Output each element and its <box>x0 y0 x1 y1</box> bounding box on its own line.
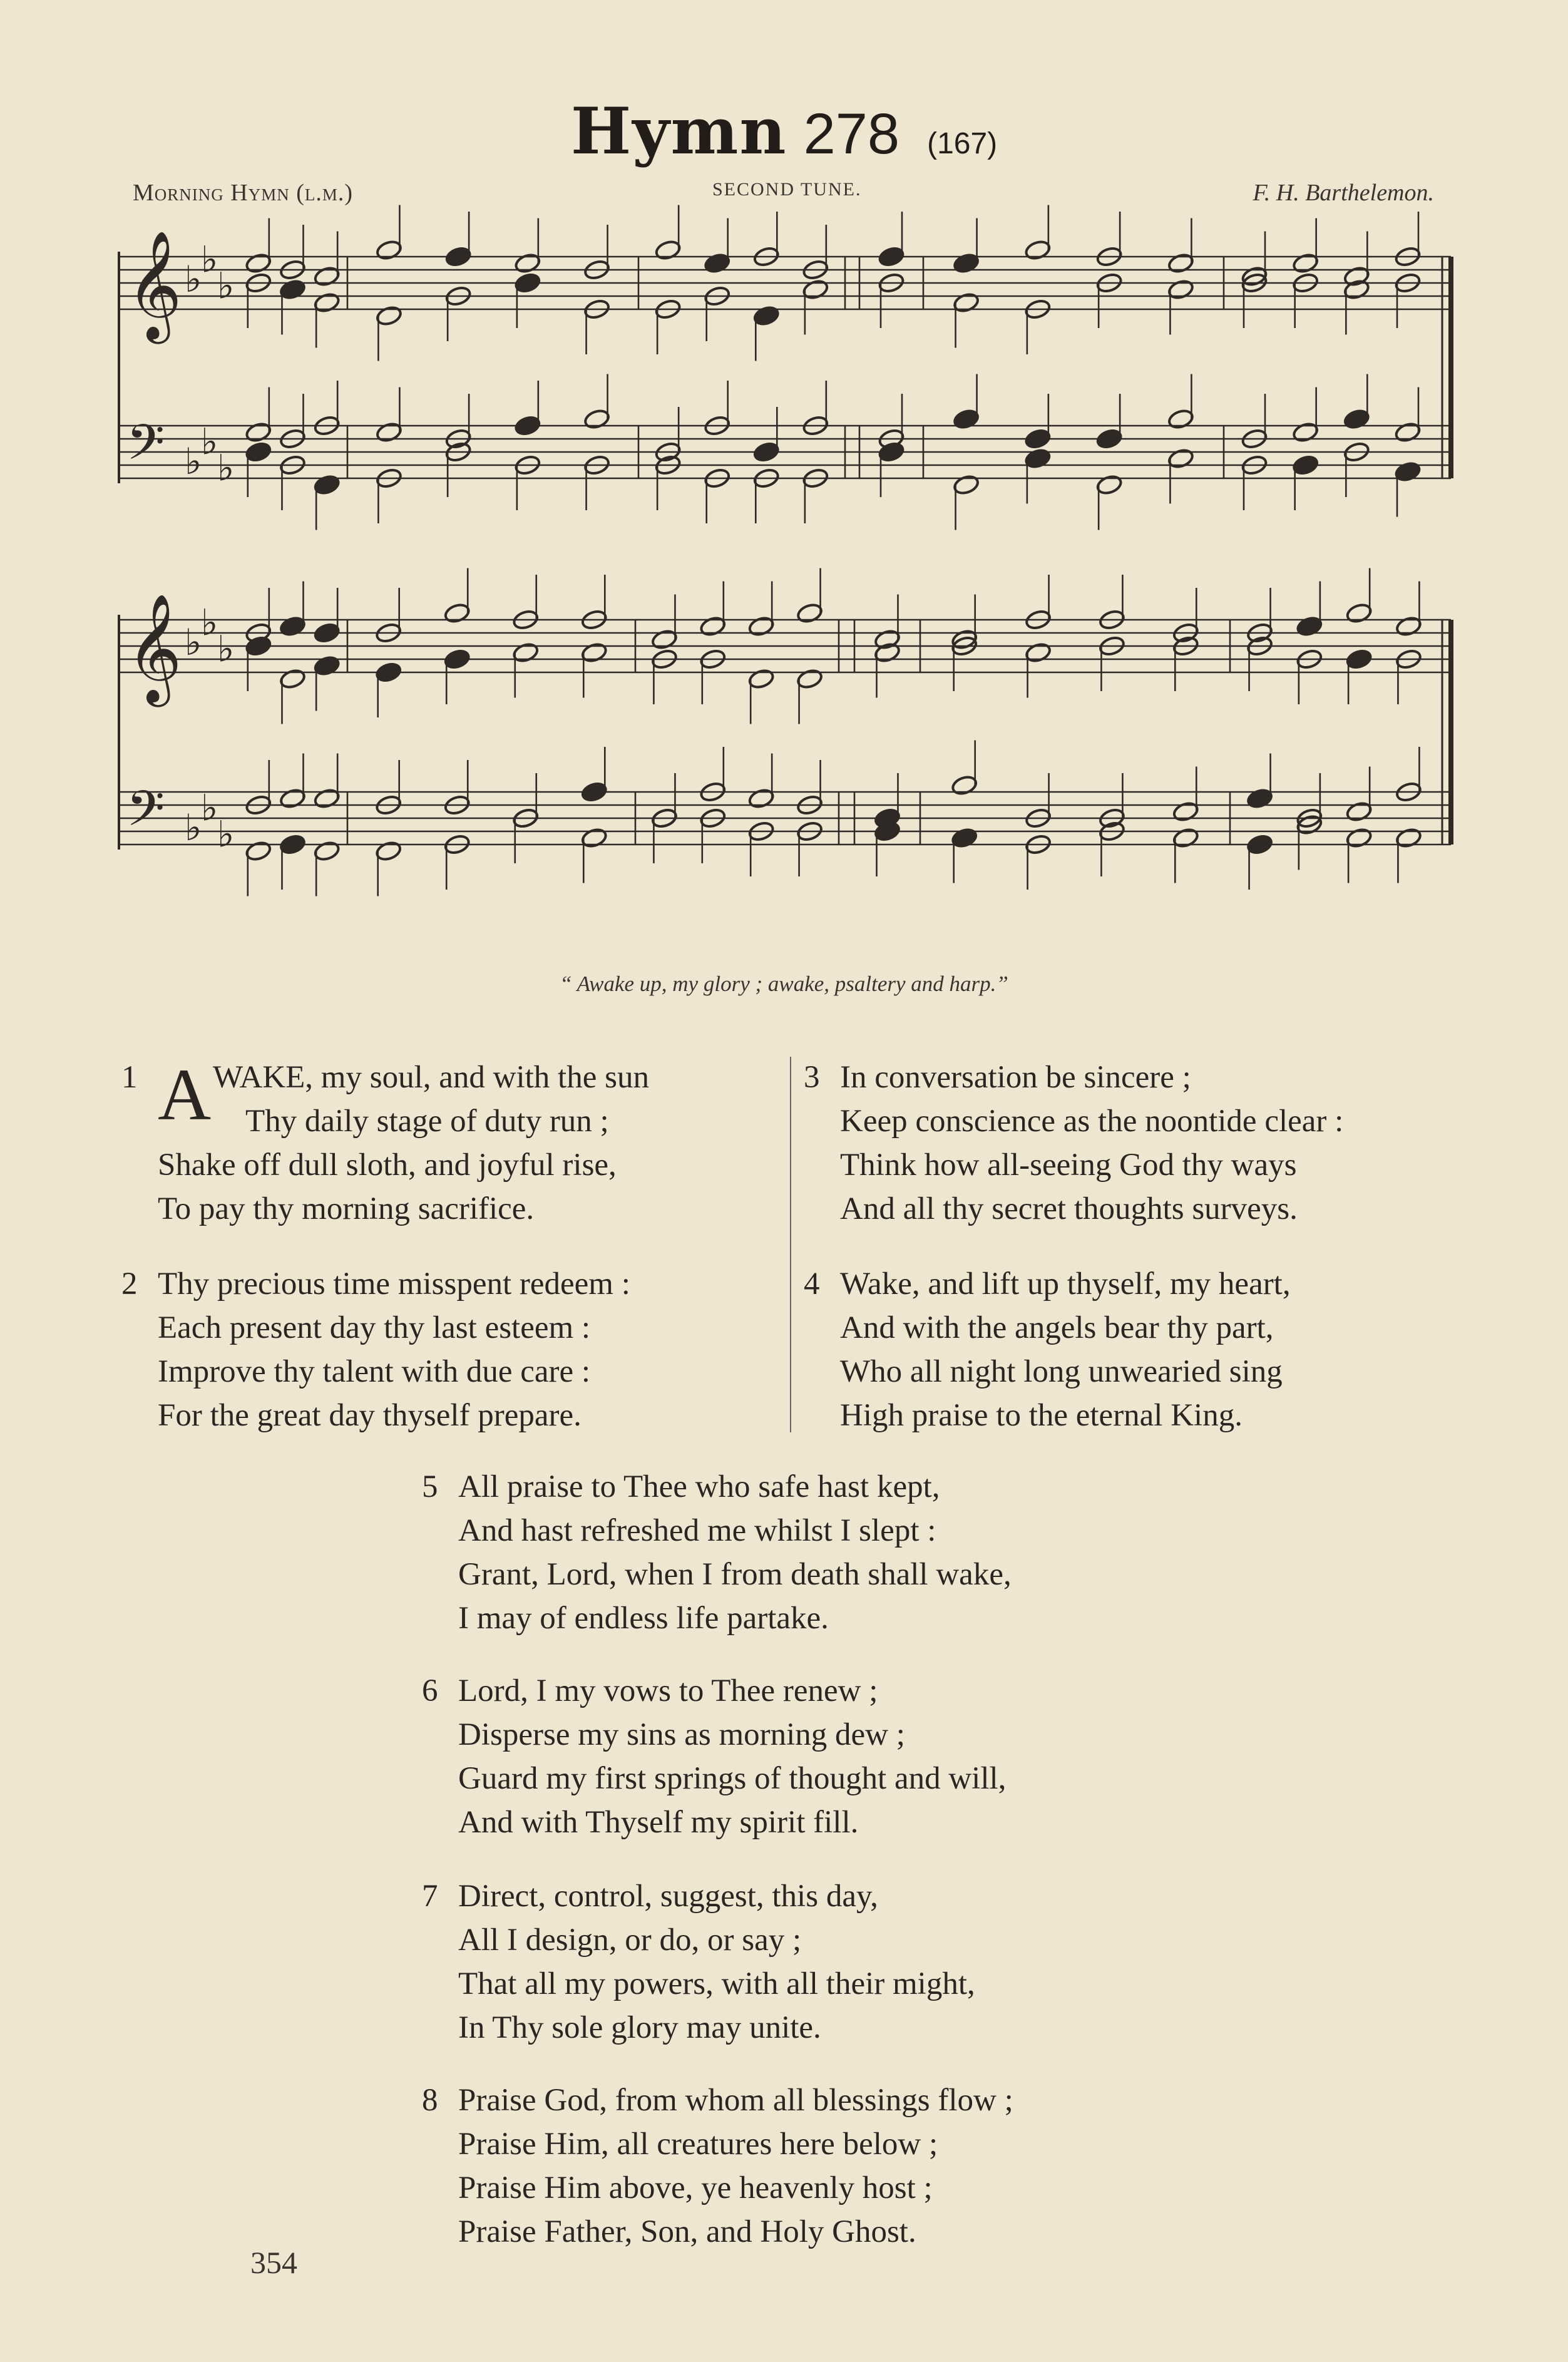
note-head <box>580 642 608 664</box>
note-head <box>443 602 471 625</box>
note-head <box>313 292 341 314</box>
note-head <box>1172 801 1199 823</box>
note-head <box>1394 461 1422 483</box>
note-head <box>953 292 980 314</box>
note-head <box>1343 408 1370 431</box>
note-head <box>279 668 307 691</box>
note-head <box>796 668 824 691</box>
flat-sign: ♭ <box>185 440 202 483</box>
composer: F. H. Barthelemon. <box>1253 180 1434 206</box>
note-head <box>583 408 611 431</box>
note-head <box>1167 448 1194 470</box>
stanza-line: And hast refreshed me whilst I slept : <box>458 1513 936 1548</box>
hymn-original-number: (167) <box>927 127 998 160</box>
note-head <box>951 827 978 850</box>
note-head <box>375 305 402 327</box>
note-head <box>375 239 402 262</box>
stanza-number: 3 <box>804 1060 820 1095</box>
stanza-number: 2 <box>121 1266 138 1302</box>
flat-sign: ♭ <box>217 264 235 307</box>
note-head <box>443 648 471 670</box>
note-head <box>1345 827 1373 850</box>
note-head <box>245 441 272 463</box>
note-head <box>313 840 341 863</box>
note-head <box>953 252 980 275</box>
note-head <box>375 840 402 863</box>
note-head <box>752 441 780 463</box>
note-head <box>279 279 307 301</box>
note-head <box>514 252 541 275</box>
flat-sign: ♭ <box>185 258 202 300</box>
stanza-line: Lord, I my vows to Thee renew ; <box>458 1673 878 1708</box>
stanza-line: Each present day thy last esteem : <box>158 1310 591 1345</box>
note-head <box>1246 833 1274 856</box>
flat-sign: ♭ <box>201 601 218 644</box>
stanza-number: 7 <box>422 1879 438 1914</box>
note-head <box>699 615 727 638</box>
treble-clef: 𝄞 <box>126 230 182 339</box>
note-head <box>1167 408 1194 431</box>
note-head <box>313 265 341 288</box>
flat-sign: ♭ <box>201 420 218 463</box>
note-head <box>279 833 307 856</box>
note-head <box>953 408 980 431</box>
bass-clef: 𝄢 <box>126 414 165 483</box>
note-head <box>1024 239 1052 262</box>
stanza-line: Direct, control, suggest, this day, <box>458 1879 878 1914</box>
note-head <box>1345 801 1373 823</box>
stanza-number: 1 <box>121 1060 138 1095</box>
tune-label: SECOND TUNE. <box>712 179 862 200</box>
note-head <box>1296 615 1323 638</box>
stanza-4 <box>804 1262 1291 1437</box>
note-head <box>1246 788 1274 810</box>
flat-sign: ♭ <box>217 446 235 490</box>
note-head <box>1024 448 1052 470</box>
stanza-line: Shake off dull sloth, and joyful rise, <box>158 1148 617 1183</box>
stanza-number: 4 <box>804 1266 820 1302</box>
note-head <box>1395 827 1422 850</box>
stanza-line: Grant, Lord, when I from death shall wake, <box>458 1557 1012 1592</box>
stanza-line-text: WAKE, my soul, and with the sun <box>213 1060 649 1095</box>
note-head <box>313 655 341 677</box>
stanza-line: Thy precious time misspent redeem : <box>158 1266 630 1302</box>
page-number: 354 <box>250 2245 297 2280</box>
stanza-line: For the great day thyself prepare. <box>158 1398 582 1433</box>
note-head <box>580 781 608 803</box>
note-head <box>375 661 402 684</box>
tune-name: Morning Hymn (l.m.) <box>133 180 354 206</box>
stanza-line: Disperse my sins as morning dew ; <box>458 1717 905 1752</box>
note-head <box>747 668 775 691</box>
note-head <box>654 239 682 262</box>
epigraph: “ Awake up, my glory ; awake, psaltery and harp.” <box>560 972 1008 996</box>
stanza-line: Wake, and lift up thyself, my heart, <box>840 1266 1291 1302</box>
stanza-line: In conversation be sincere ; <box>840 1060 1191 1095</box>
stanza-number: 5 <box>422 1469 438 1504</box>
stanza-line: Think how all-seeing God thy ways <box>840 1148 1297 1183</box>
note-head <box>279 615 307 638</box>
note-head <box>650 629 678 651</box>
stanza-line: Praise Father, Son, and Holy Ghost. <box>458 2214 916 2249</box>
stanza-line: All praise to Thee who safe hast kept, <box>458 1469 940 1504</box>
note-head <box>1095 474 1123 496</box>
note-head <box>1395 615 1422 638</box>
note-head <box>796 602 824 625</box>
stanza-line: I may of endless life partake. <box>458 1601 829 1636</box>
stanza-line: Keep conscience as the noontide clear : <box>840 1104 1344 1139</box>
column-divider <box>790 1057 791 1432</box>
note-head <box>375 421 402 444</box>
stanza-line: And with Thyself my spirit fill. <box>458 1805 859 1840</box>
stanza-8 <box>422 2078 1013 2254</box>
note-head <box>1345 602 1373 625</box>
note-head <box>313 474 341 496</box>
stanza-line: And with the angels bear thy part, <box>840 1310 1274 1345</box>
note-head <box>1292 421 1319 444</box>
note-head <box>1394 421 1422 444</box>
flat-sign: ♭ <box>217 627 235 670</box>
note-head <box>245 421 272 444</box>
stanza-3 <box>804 1055 1344 1231</box>
note-head <box>512 642 540 664</box>
hymn-title-word: Hymn <box>570 94 787 169</box>
treble-clef: 𝄞 <box>126 593 182 702</box>
stanza-line: Praise God, from whom all blessings flow ; <box>458 2083 1013 2118</box>
note-head <box>444 245 472 268</box>
note-head <box>245 840 272 863</box>
note-head <box>1345 648 1373 670</box>
flat-sign: ♭ <box>201 786 218 829</box>
note-head <box>802 279 829 301</box>
stanza-5 <box>422 1465 1012 1640</box>
stanza-line: Guard my first springs of thought and will, <box>458 1761 1007 1796</box>
note-head <box>747 788 775 810</box>
note-head <box>951 774 978 797</box>
flat-sign: ♭ <box>185 621 202 664</box>
stanza-line: That all my powers, with all their might, <box>458 1966 975 2001</box>
note-head <box>514 414 541 437</box>
note-head <box>1025 642 1052 664</box>
stanza-line: To pay thy morning sacrifice. <box>158 1191 535 1226</box>
note-head <box>878 245 905 268</box>
stanza-line: Thy daily stage of duty run ; <box>245 1104 609 1139</box>
stanza-line: High praise to the eternal King. <box>840 1398 1243 1433</box>
note-head <box>1292 252 1319 275</box>
stanza-line: Praise Him, all creatures here below ; <box>458 2127 938 2162</box>
stanza-7 <box>422 1874 975 2050</box>
drop-cap: A <box>158 1054 212 1136</box>
music-score <box>0 0 1568 952</box>
stanza-6 <box>422 1669 1007 1844</box>
bass-clef: 𝄢 <box>126 781 165 850</box>
flat-sign: ♭ <box>185 806 202 849</box>
note-head <box>1024 428 1052 450</box>
note-head <box>1167 252 1194 275</box>
flat-sign: ♭ <box>201 238 218 281</box>
stanza-line: Praise Him above, ye heavenly host ; <box>458 2170 933 2205</box>
stanza-1 <box>121 1054 649 1231</box>
note-head <box>514 272 541 294</box>
stanza-line: And all thy secret thoughts surveys. <box>840 1191 1298 1226</box>
stanza-line: All I design, or do, or say ; <box>458 1923 802 1958</box>
note-head <box>245 252 272 275</box>
note-head <box>580 827 608 850</box>
note-head <box>747 615 775 638</box>
note-head <box>1167 279 1194 301</box>
flat-sign: ♭ <box>217 813 235 856</box>
note-head <box>313 622 341 644</box>
note-head <box>752 305 780 327</box>
note-head <box>1172 827 1199 850</box>
stanza-line: In Thy sole glory may unite. <box>458 2010 821 2045</box>
note-head <box>313 788 341 810</box>
note-head <box>1095 428 1123 450</box>
note-head <box>1292 454 1319 476</box>
note-head <box>279 788 307 810</box>
stanza-number: 8 <box>422 2083 438 2118</box>
stanza-line: Improve thy talent with due care : <box>158 1354 591 1389</box>
stanza-number: 6 <box>422 1673 438 1708</box>
stanza-2 <box>121 1262 630 1437</box>
hymn-number: 278 <box>803 102 900 166</box>
stanza-line: Who all night long unwearied sing <box>840 1354 1283 1389</box>
note-head <box>704 252 731 275</box>
note-head <box>953 474 980 496</box>
